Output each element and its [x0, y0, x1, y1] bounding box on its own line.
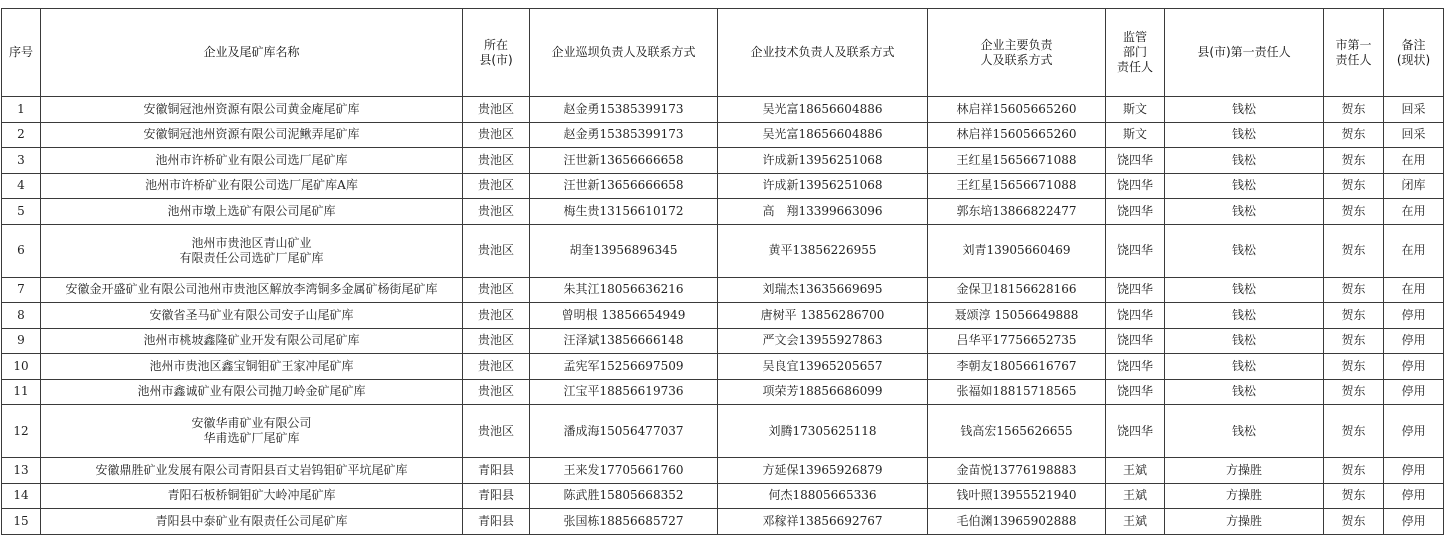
cell-patrol-contact: 潘成海15056477037: [530, 405, 718, 458]
cell-note: 停用: [1384, 379, 1444, 405]
cell-note: 在用: [1384, 277, 1444, 303]
cell-main-contact: 郭东培13866822477: [928, 199, 1106, 225]
cell-main-contact: 钱高宏1565626655: [928, 405, 1106, 458]
cell-patrol-contact: 赵金勇15385399173: [530, 122, 718, 148]
cell-patrol-contact: 陈武胜15805668352: [530, 483, 718, 509]
cell-city-first: 贺东: [1324, 148, 1384, 174]
cell-name-line1: 池州市许桥矿业有限公司选厂尾矿库A库: [145, 178, 358, 193]
cell-name: [41, 148, 463, 174]
cell-county-first: 钱松: [1165, 379, 1324, 405]
cell-tech-contact: 严文会13955927863: [718, 328, 928, 354]
cell-tech-contact: 邓稼祥13856692767: [718, 509, 928, 535]
table-row: [2, 224, 1444, 277]
cell-seq: 8: [2, 303, 41, 329]
cell-seq: 5: [2, 199, 41, 225]
cell-note: 在用: [1384, 224, 1444, 277]
cell-name: [41, 379, 463, 405]
cell-county-first: 钱松: [1165, 97, 1324, 123]
cell-county: 青阳县: [463, 458, 530, 484]
cell-dept-responsible: 王斌: [1106, 483, 1165, 509]
header-dept-responsible: [1106, 9, 1165, 97]
cell-dept-responsible: 饶四华: [1106, 303, 1165, 329]
cell-name: [41, 277, 463, 303]
cell-main-contact: 吕华平17756652735: [928, 328, 1106, 354]
header-main-line1: 企业主要负责: [980, 37, 1053, 52]
cell-name-line1: 青阳县中泰矿业有限责任公司尾矿库: [155, 513, 348, 528]
cell-county-first: 钱松: [1165, 277, 1324, 303]
table-body: [2, 97, 1444, 535]
cell-note: 停用: [1384, 509, 1444, 535]
cell-name-line1: 池州市鑫诚矿业有限公司抛刀岭金矿尾矿库: [137, 384, 366, 399]
cell-name: [41, 224, 463, 277]
cell-county: 青阳县: [463, 483, 530, 509]
cell-name-line1: 安徽华甫矿业有限公司: [191, 416, 312, 430]
header-county-first: 县(市)第一责任人: [1165, 9, 1324, 97]
cell-main-contact: 李朝友18056616767: [928, 354, 1106, 380]
cell-county-first: 钱松: [1165, 122, 1324, 148]
cell-seq: 1: [2, 97, 41, 123]
header-seq: 序号: [2, 9, 41, 97]
cell-patrol-contact: 王来发17705661760: [530, 458, 718, 484]
table-row: [2, 173, 1444, 199]
cell-patrol-contact: 胡奎13956896345: [530, 224, 718, 277]
cell-county-first: 方操胜: [1165, 458, 1324, 484]
table-row: [2, 277, 1444, 303]
tailings-dam-responsibility-table: [1, 8, 1444, 535]
cell-county-first: 钱松: [1165, 354, 1324, 380]
cell-county: 贵池区: [463, 224, 530, 277]
cell-dept-responsible: 饶四华: [1106, 405, 1165, 458]
cell-main-contact: 毛伯渊13965902888: [928, 509, 1106, 535]
cell-city-first: 贺东: [1324, 173, 1384, 199]
cell-main-contact: 王红星15656671088: [928, 173, 1106, 199]
cell-seq: 6: [2, 224, 41, 277]
cell-name: [41, 97, 463, 123]
cell-seq: 2: [2, 122, 41, 148]
header-main-contact: [928, 9, 1106, 97]
table-row: [2, 354, 1444, 380]
cell-seq: 15: [2, 509, 41, 535]
cell-seq: 13: [2, 458, 41, 484]
cell-note: 回采: [1384, 122, 1444, 148]
cell-tech-contact: 许成新13956251068: [718, 148, 928, 174]
cell-county-first: 方操胜: [1165, 483, 1324, 509]
table-row: [2, 458, 1444, 484]
cell-dept-responsible: 饶四华: [1106, 379, 1165, 405]
header-county-line1: 所在: [483, 37, 508, 52]
cell-name-line2: 华甫选矿厂尾矿库: [203, 431, 300, 445]
cell-name-line2: 有限责任公司选矿厂尾矿库: [179, 250, 324, 265]
cell-name-line1: 安徽鼎胜矿业发展有限公司青阳县百丈岩钨钼矿平坑尾矿库: [95, 462, 408, 477]
cell-dept-responsible: 饶四华: [1106, 224, 1165, 277]
header-row: [2, 9, 1444, 97]
cell-dept-responsible: 王斌: [1106, 458, 1165, 484]
cell-tech-contact: 方延保13965926879: [718, 458, 928, 484]
cell-county: 贵池区: [463, 277, 530, 303]
cell-note: 停用: [1384, 405, 1444, 458]
cell-name: [41, 122, 463, 148]
cell-city-first: 贺东: [1324, 354, 1384, 380]
cell-main-contact: 王红星15656671088: [928, 148, 1106, 174]
cell-name-line1: 青阳石板桥铜钼矿大岭冲尾矿库: [167, 488, 336, 503]
cell-dept-responsible: 饶四华: [1106, 277, 1165, 303]
header-county: [463, 9, 530, 97]
cell-seq: 4: [2, 173, 41, 199]
cell-seq: 3: [2, 148, 41, 174]
cell-patrol-contact: 孟宪军15256697509: [530, 354, 718, 380]
cell-name-line1: 池州市许桥矿业有限公司选厂尾矿库: [155, 152, 348, 167]
table-row: [2, 122, 1444, 148]
cell-county-first: 钱松: [1165, 405, 1324, 458]
cell-name-line1: 安徽省圣马矿业有限公司安子山尾矿库: [149, 307, 354, 322]
cell-county: 贵池区: [463, 303, 530, 329]
cell-seq: 14: [2, 483, 41, 509]
table-row: [2, 405, 1444, 458]
cell-seq: 7: [2, 277, 41, 303]
cell-city-first: 贺东: [1324, 405, 1384, 458]
cell-city-first: 贺东: [1324, 199, 1384, 225]
header-dept-line2: 部门: [1122, 45, 1147, 59]
cell-county-first: 钱松: [1165, 199, 1324, 225]
cell-dept-responsible: 斯文: [1106, 122, 1165, 148]
cell-dept-responsible: 王斌: [1106, 509, 1165, 535]
header-county-line2: 县(市): [479, 52, 513, 67]
cell-city-first: 贺东: [1324, 97, 1384, 123]
cell-dept-responsible: 饶四华: [1106, 354, 1165, 380]
cell-note: 在用: [1384, 199, 1444, 225]
cell-city-first: 贺东: [1324, 509, 1384, 535]
cell-note: 停用: [1384, 458, 1444, 484]
cell-seq: 11: [2, 379, 41, 405]
cell-county: 贵池区: [463, 379, 530, 405]
cell-patrol-contact: 赵金勇15385399173: [530, 97, 718, 123]
cell-dept-responsible: 饶四华: [1106, 173, 1165, 199]
cell-name-line1: 池州市桃坡鑫隆矿业开发有限公司尾矿库: [143, 333, 360, 348]
cell-seq: 12: [2, 405, 41, 458]
cell-note: 停用: [1384, 328, 1444, 354]
cell-dept-responsible: 饶四华: [1106, 328, 1165, 354]
cell-county-first: 钱松: [1165, 173, 1324, 199]
cell-city-first: 贺东: [1324, 224, 1384, 277]
table-row: [2, 199, 1444, 225]
cell-name-line1: 池州市墩上选矿有限公司尾矿库: [167, 203, 336, 218]
cell-name: [41, 303, 463, 329]
cell-tech-contact: 黄平13856226955: [718, 224, 928, 277]
cell-tech-contact: 许成新13956251068: [718, 173, 928, 199]
cell-name-line1: 安徽铜冠池州资源有限公司泥鳅弄尾矿库: [143, 127, 360, 142]
cell-name-line1: 池州市贵池区青山矿业: [191, 235, 312, 250]
cell-note: 停用: [1384, 354, 1444, 380]
cell-name: [41, 483, 463, 509]
cell-patrol-contact: 朱其江18056636216: [530, 277, 718, 303]
cell-patrol-contact: 江宝平18856619736: [530, 379, 718, 405]
cell-county: 青阳县: [463, 509, 530, 535]
cell-county-first: 方操胜: [1165, 509, 1324, 535]
cell-main-contact: 金保卫18156628166: [928, 277, 1106, 303]
cell-seq: 9: [2, 328, 41, 354]
header-note-line2: (现状): [1396, 52, 1431, 67]
header-main-line2: 人及联系方式: [980, 52, 1053, 67]
cell-main-contact: 金苗悦13776198883: [928, 458, 1106, 484]
cell-main-contact: 刘青13905660469: [928, 224, 1106, 277]
cell-patrol-contact: 张国栋18856685727: [530, 509, 718, 535]
cell-name: [41, 509, 463, 535]
table-row: [2, 303, 1444, 329]
cell-tech-contact: 项荣芳18856686099: [718, 379, 928, 405]
cell-county: 贵池区: [463, 148, 530, 174]
cell-main-contact: 林启祥15605665260: [928, 97, 1106, 123]
header-name: 企业及尾矿库名称: [41, 9, 463, 97]
cell-county-first: 钱松: [1165, 148, 1324, 174]
cell-name: [41, 458, 463, 484]
cell-city-first: 贺东: [1324, 277, 1384, 303]
cell-name: [41, 173, 463, 199]
header-city-line2: 责任人: [1335, 52, 1372, 67]
cell-county: 贵池区: [463, 354, 530, 380]
header-patrol-contact: 企业巡坝负责人及联系方式: [530, 9, 718, 97]
cell-city-first: 贺东: [1324, 483, 1384, 509]
cell-tech-contact: 吴良宜13965205657: [718, 354, 928, 380]
cell-note: 停用: [1384, 483, 1444, 509]
cell-tech-contact: 高 翔13399663096: [718, 199, 928, 225]
cell-name: [41, 199, 463, 225]
cell-city-first: 贺东: [1324, 458, 1384, 484]
table-row: [2, 483, 1444, 509]
cell-tech-contact: 吴光富18656604886: [718, 97, 928, 123]
table-header: [2, 9, 1444, 97]
cell-patrol-contact: 梅生贵13156610172: [530, 199, 718, 225]
header-city-first: [1324, 9, 1384, 97]
table-row: [2, 148, 1444, 174]
cell-main-contact: 林启祥15605665260: [928, 122, 1106, 148]
table-row: [2, 379, 1444, 405]
cell-dept-responsible: 斯文: [1106, 97, 1165, 123]
cell-patrol-contact: 汪世新13656666658: [530, 173, 718, 199]
header-note-line1: 备注: [1401, 37, 1426, 52]
cell-county: 贵池区: [463, 173, 530, 199]
cell-name: [41, 405, 463, 458]
cell-city-first: 贺东: [1324, 328, 1384, 354]
cell-county-first: 钱松: [1165, 328, 1324, 354]
cell-city-first: 贺东: [1324, 122, 1384, 148]
cell-tech-contact: 吴光富18656604886: [718, 122, 928, 148]
cell-note: 停用: [1384, 303, 1444, 329]
cell-tech-contact: 刘腾17305625118: [718, 405, 928, 458]
table-row: [2, 328, 1444, 354]
cell-name-line1: 池州市贵池区鑫宝铜钼矿王家冲尾矿库: [149, 358, 354, 373]
cell-dept-responsible: 饶四华: [1106, 148, 1165, 174]
table-row: [2, 509, 1444, 535]
cell-main-contact: 聂颂淳 15056649888: [928, 303, 1106, 329]
cell-county: 贵池区: [463, 405, 530, 458]
cell-county-first: 钱松: [1165, 303, 1324, 329]
cell-main-contact: 钱叶照13955521940: [928, 483, 1106, 509]
cell-county: 贵池区: [463, 328, 530, 354]
cell-name: [41, 354, 463, 380]
header-note: [1384, 9, 1444, 97]
cell-name-line1: 安徽铜冠池州资源有限公司黄金庵尾矿库: [143, 101, 360, 116]
cell-tech-contact: 唐树平 13856286700: [718, 303, 928, 329]
cell-city-first: 贺东: [1324, 379, 1384, 405]
cell-main-contact: 张福如18815718565: [928, 379, 1106, 405]
cell-patrol-contact: 汪世新13656666658: [530, 148, 718, 174]
header-dept-line3: 责任人: [1116, 60, 1153, 74]
header-tech-contact: 企业技术负责人及联系方式: [718, 9, 928, 97]
cell-county-first: 钱松: [1165, 224, 1324, 277]
cell-county: 贵池区: [463, 122, 530, 148]
cell-note: 回采: [1384, 97, 1444, 123]
cell-seq: 10: [2, 354, 41, 380]
cell-tech-contact: 何杰18805665336: [718, 483, 928, 509]
cell-patrol-contact: 曾明根 13856654949: [530, 303, 718, 329]
cell-name: [41, 328, 463, 354]
cell-county: 贵池区: [463, 97, 530, 123]
cell-tech-contact: 刘瑞杰13635669695: [718, 277, 928, 303]
cell-note: 闭库: [1384, 173, 1444, 199]
header-dept-line1: 监管: [1122, 30, 1147, 44]
table-row: [2, 97, 1444, 123]
cell-note: 在用: [1384, 148, 1444, 174]
cell-county: 贵池区: [463, 199, 530, 225]
cell-name-line1: 安徽金开盛矿业有限公司池州市贵池区解放李湾铜多金属矿杨街尾矿库: [65, 282, 438, 297]
cell-city-first: 贺东: [1324, 303, 1384, 329]
cell-patrol-contact: 汪泽斌13856666148: [530, 328, 718, 354]
cell-dept-responsible: 饶四华: [1106, 199, 1165, 225]
header-city-line1: 市第一: [1335, 37, 1372, 52]
